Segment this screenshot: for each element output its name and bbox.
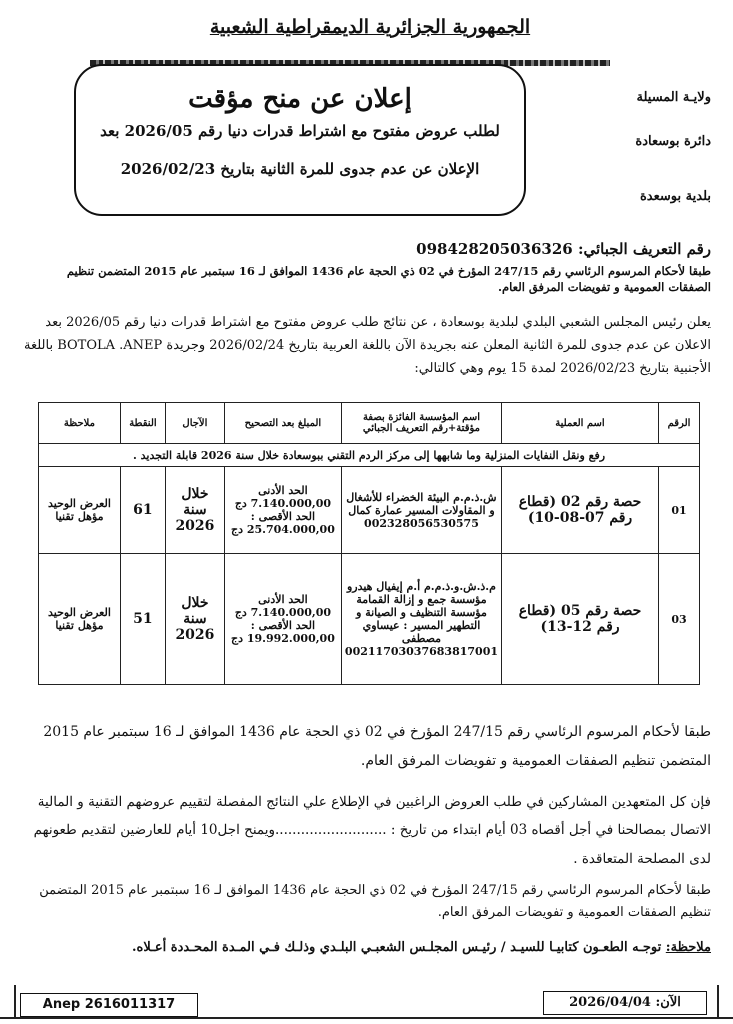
amount-max-label: الحد الأقصى : bbox=[250, 619, 316, 632]
header-operation: اسم العملية bbox=[502, 403, 659, 444]
header-amount: المبلغ بعد التصحيح bbox=[224, 403, 341, 444]
decree-paragraph-2: طبقا لأحكام المرسوم الرئاسي رقم 247/15 المؤرخ في 02 ذي الحجة عام 1436 الموافق لـ 16 سبتمبر عام 2015 المتضمن تنظيم الصفقات العمومية و تفويضات المرفق العام. bbox=[43, 724, 711, 770]
amount-min: 7.140.000,00 دج bbox=[234, 497, 332, 510]
note-text: توجـه الطعـون كتابيـا للسيـد / رئيـس المجلـس الشعبـي البلـدي وذلـك فـي المـدة المحـددة أعـلاه. bbox=[132, 940, 662, 955]
row-score: 61 bbox=[120, 467, 165, 554]
baladia-label: بلدية بوسعدة bbox=[640, 189, 711, 204]
row-amount bbox=[224, 554, 341, 685]
republic-header: الجمهورية الجزائرية الديمقراطية الشعبية bbox=[209, 16, 531, 38]
amount-min-label: الحد الأدنى bbox=[258, 593, 308, 606]
table-row bbox=[39, 467, 700, 554]
row-note: العرض الوحيد مؤهل تقنيا bbox=[39, 467, 121, 554]
header-company: اسم المؤسسة الفائزة بصفة مؤقتة+رقم التعريف الجبائي bbox=[341, 403, 501, 444]
note-paragraph bbox=[21, 940, 711, 955]
row-duration: خلال سنة 2026 bbox=[165, 554, 224, 685]
row-note: العرض الوحيد مؤهل تقنيا bbox=[39, 554, 121, 685]
row-num: 01 bbox=[659, 467, 700, 554]
company-nif: 002328056530575 bbox=[364, 516, 479, 530]
announcement-subtitle-2: الإعلان عن عدم جدوى للمرة الثانية بتاريخ 2026/02/23 bbox=[120, 160, 480, 178]
lot-title: رفع ونقل النفايات المنزلية وما شابهها إلى مركز الردم التقني ببوسعادة خلال سنة 2026 قابلة التجديد . bbox=[39, 444, 700, 467]
tax-id: رقم التعريف الجبائي: 098428205036326 bbox=[416, 240, 711, 258]
header-score: النقطة bbox=[120, 403, 165, 444]
anep-reference: Anep 2616011317 bbox=[20, 993, 198, 1017]
company-name: م.ذ.ش.و.ذ.م.م أ.م إيفيال هيدرو مؤسسة جمع و إزالة القمامة مؤسسة التنظيف و الصيانة و التطهير المسير : عيساوي مصطفى bbox=[346, 580, 496, 645]
header-duration: الآجال bbox=[165, 403, 224, 444]
row-company bbox=[341, 554, 501, 685]
bidders-paragraph: فإن كل المتعهدين المشاركين في طلب العروض الراغبين في الإطلاع علي النتائج المفصلة لتقييم عروضهم التقنية و المالية الاتصال بمصالحنا في أجل أقصاه 03 أيام ابتداء من تاريخ : ..........................ويمنح اجل10 أيام للعارضين لتقديم طعونهم لدى المصلحة المتعاقدة . bbox=[33, 794, 711, 867]
header-num: الرقم bbox=[659, 403, 700, 444]
row-duration: خلال سنة 2026 bbox=[165, 467, 224, 554]
publication-date: الآن: 2026/04/04 bbox=[543, 991, 707, 1015]
row-operation: حصة رقم 05 (قطاع رقم 12-13) bbox=[502, 554, 659, 685]
results-table bbox=[38, 402, 700, 685]
amount-max-label: الحد الأقصى : bbox=[250, 510, 316, 523]
decree-paragraph-1: طبقا لأحكام المرسوم الرئاسي رقم 247/15 المؤرخ في 02 ذي الحجة عام 1436 الموافق لـ 16 سبتمبر عام 2015 المتضمن تنظيم الصفقات العمومية و تفويضات المرفق العام. bbox=[66, 264, 711, 294]
frame-bottom-edge bbox=[0, 1017, 733, 1019]
amount-min-label: الحد الأدنى bbox=[258, 484, 308, 497]
row-score: 51 bbox=[120, 554, 165, 685]
amount-max: 25.704.000,00 دج bbox=[230, 523, 335, 536]
announcement-subtitle-1: لطلب عروض مفتوح مع اشتراط قدرات دنيا رقم 2026/05 بعد bbox=[100, 122, 500, 140]
daira-label: دائرة بوسعادة bbox=[635, 134, 711, 149]
company-name: ش.ذ.م.م البيئة الخضراء للأشغال و المقاولات المسير عمارة كمال bbox=[346, 490, 497, 517]
row-company bbox=[341, 467, 501, 554]
company-nif: 00211703037683817001 bbox=[344, 645, 498, 658]
row-num: 03 bbox=[659, 554, 700, 685]
intro-paragraph: يعلن رئيس المجلس الشعبي البلدي لبلدية بوسعادة ، عن نتائج طلب عروض مفتوح مع اشتراط قدرات دنيا رقم 2026/05 بعد الاعلان عن عدم جدوى للمرة الثانية المعلن عنه بجريدة الآن باللغة العربية بتاريخ 2026/02/24 وجريدة BOTOLA .ANEP باللغة الأجنبية بتاريخ 2026/02/23 لمدة 15 يوم وهي كالتالي: bbox=[23, 315, 711, 376]
frame-left-edge bbox=[14, 985, 16, 1019]
row-operation: حصة رقم 02 (قطاع رقم 07-08-10) bbox=[502, 467, 659, 554]
table-header-row bbox=[39, 403, 700, 444]
announcement-title: إعلان عن منح مؤقت bbox=[188, 84, 412, 114]
decree-paragraph-3: طبقا لأحكام المرسوم الرئاسي رقم 247/15 المؤرخ في 02 ذي الحجة عام 1436 الموافق لـ 16 سبتمبر عام 2015 المتضمن تنظيم الصفقات العمومية و تفويضات المرفق العام. bbox=[39, 883, 711, 921]
table-row bbox=[39, 554, 700, 685]
header-note: ملاحظة bbox=[39, 403, 121, 444]
wilaya-label: ولايـة المسيلة bbox=[636, 90, 711, 105]
frame-right-edge bbox=[717, 985, 719, 1019]
lot-title-row bbox=[39, 444, 700, 467]
note-label: ملاحظة: bbox=[665, 940, 711, 955]
row-amount bbox=[224, 467, 341, 554]
amount-min: 7.140.000,00 دج bbox=[234, 606, 332, 619]
amount-max: 19.992.000,00 دج bbox=[230, 632, 335, 645]
